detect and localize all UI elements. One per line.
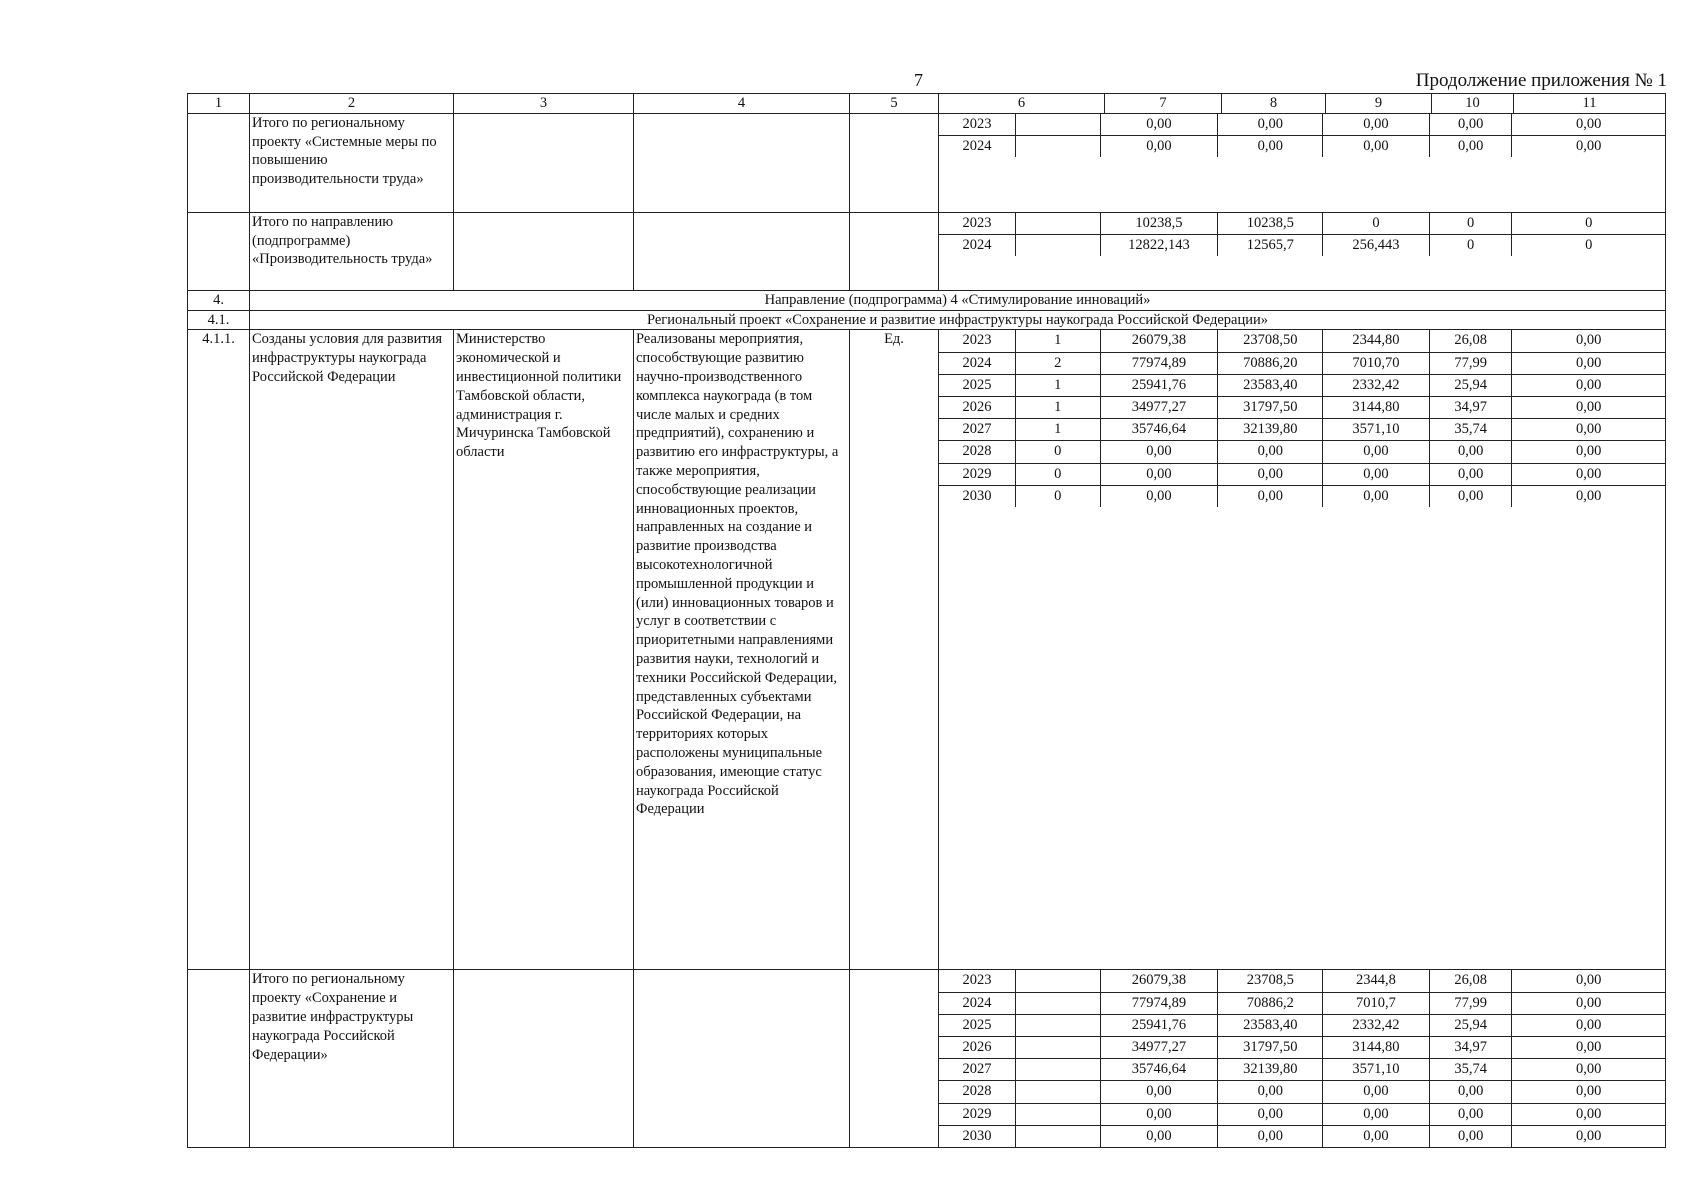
value-cell-col6 xyxy=(1016,1081,1101,1103)
section-row xyxy=(188,290,1666,310)
item-unit: Ед. xyxy=(850,330,939,970)
value-cell-col7: 0,00 xyxy=(1100,114,1218,136)
value-cell-col8: 0,00 xyxy=(1218,463,1323,485)
value-cell-col9: 3571,10 xyxy=(1323,419,1430,441)
value-cell-col7: 0,00 xyxy=(1100,441,1218,463)
year-cell: 2030 xyxy=(939,485,1016,507)
value-cell-col11: 0,00 xyxy=(1512,992,1665,1014)
year-row xyxy=(939,352,1665,374)
value-cell-col7: 26079,38 xyxy=(1100,330,1218,352)
value-cell-col9: 3144,80 xyxy=(1323,1036,1430,1058)
col-header: 9 xyxy=(1326,94,1432,114)
value-cell-col10: 77,99 xyxy=(1429,992,1512,1014)
year-cell: 2028 xyxy=(939,1081,1016,1103)
row-label: Итого по региональному проекту «Сохранение и развитие инфраструктуры наукограда Российской Федерации» xyxy=(250,970,454,1148)
value-cell-col7: 34977,27 xyxy=(1100,1036,1218,1058)
value-cell-col11: 0,00 xyxy=(1512,1081,1665,1103)
value-cell-col6: 1 xyxy=(1016,374,1101,396)
value-cell-col11: 0 xyxy=(1512,213,1665,235)
year-cell: 2027 xyxy=(939,1059,1016,1081)
value-cell-col10: 0,00 xyxy=(1429,1125,1512,1147)
value-cell-col11: 0,00 xyxy=(1576,138,1602,155)
subsection-row xyxy=(188,310,1666,330)
value-cell-col9: 0,00 xyxy=(1323,485,1430,507)
value-cell-col6 xyxy=(1016,992,1101,1014)
value-cell-col10: 0,00 xyxy=(1429,135,1512,157)
value-cell-col8: 0,00 xyxy=(1218,1103,1323,1125)
value-cell-col7: 35746,64 xyxy=(1100,419,1218,441)
subsection-title: Региональный проект «Сохранение и развитие инфраструктуры наукограда Российской Федерации» xyxy=(250,310,1666,330)
value-cell-col8: 0,00 xyxy=(1218,1081,1323,1103)
value-cell-col8: 32139,80 xyxy=(1218,1059,1323,1081)
value-cell-col9: 7010,70 xyxy=(1323,352,1430,374)
year-cell: 2026 xyxy=(939,1036,1016,1058)
value-cell-col6: 1 xyxy=(1016,419,1101,441)
continuation-title: Продолжение приложения № 1 xyxy=(1415,70,1667,91)
total-row-regional-project-science-city xyxy=(188,970,1666,1148)
year-values-table xyxy=(939,213,1665,256)
value-cell-col10: 0,00 xyxy=(1429,114,1512,136)
value-cell-col11: 0,00 xyxy=(1512,374,1665,396)
year-row xyxy=(939,374,1665,396)
value-cell-col6: 1 xyxy=(1016,330,1101,352)
value-cell-col9: 2332,42 xyxy=(1323,1014,1430,1036)
value-cell-col7: 0,00 xyxy=(1100,463,1218,485)
value-cell-col8: 0,00 xyxy=(1218,135,1323,157)
value-cell-col11: 0 xyxy=(1585,237,1593,254)
year-cell: 2030 xyxy=(939,1125,1016,1147)
page-number: 7 xyxy=(914,70,923,90)
value-cell-col8: 0,00 xyxy=(1218,1125,1323,1147)
value-cell-col10: 0 xyxy=(1429,234,1512,256)
value-cell-col8: 0,00 xyxy=(1218,441,1323,463)
value-cell-col10: 26,08 xyxy=(1429,330,1512,352)
value-cell-col6: 2 xyxy=(1016,352,1101,374)
value-cell-col6 xyxy=(1016,1014,1101,1036)
value-cell-col8: 23583,40 xyxy=(1218,374,1323,396)
col-header: 3 xyxy=(454,94,634,114)
value-cell-col11: 0,00 xyxy=(1512,396,1665,418)
value-cell-col8: 31797,50 xyxy=(1218,396,1323,418)
section-title: Направление (подпрограмма) 4 «Стимулирование инноваций» xyxy=(250,290,1666,310)
year-cell: 2029 xyxy=(939,1103,1016,1125)
column-header-row xyxy=(188,94,1666,114)
year-cell: 2024 xyxy=(939,992,1016,1014)
year-cell: 2023 xyxy=(939,213,1016,235)
value-cell-col6: 0 xyxy=(1016,485,1101,507)
row-label: Итого по направлению (подпрограмме) «Производительность труда» xyxy=(250,212,454,290)
value-cell-col8: 0,00 xyxy=(1218,485,1323,507)
value-cell-col6: 0 xyxy=(1016,463,1101,485)
row-label: Итого по региональному проекту «Системные меры по повышению производительности труда» xyxy=(250,113,454,212)
year-cell: 2029 xyxy=(939,463,1016,485)
value-cell-col6: 0 xyxy=(1016,441,1101,463)
value-cell-col10: 0,00 xyxy=(1429,485,1512,507)
value-cell-col8: 0,00 xyxy=(1218,114,1323,136)
year-cell: 2023 xyxy=(939,970,1016,992)
value-cell-col9: 0 xyxy=(1323,213,1430,235)
col-header: 5 xyxy=(850,94,939,114)
year-cell: 2025 xyxy=(939,1014,1016,1036)
value-cell-col9: 0,00 xyxy=(1323,1103,1430,1125)
value-cell-col10: 0,00 xyxy=(1429,1081,1512,1103)
value-cell-col9: 2344,80 xyxy=(1323,330,1430,352)
year-row xyxy=(939,135,1665,157)
value-cell-col6 xyxy=(1016,1059,1101,1081)
value-cell-col7: 34977,27 xyxy=(1100,396,1218,418)
year-cell: 2028 xyxy=(939,441,1016,463)
year-values-table xyxy=(939,330,1665,507)
value-cell-col7: 12822,143 xyxy=(1100,234,1218,256)
item-row xyxy=(188,330,1666,970)
year-row xyxy=(939,1059,1665,1081)
value-cell-col11: 0,00 xyxy=(1512,441,1665,463)
item-name: Созданы условия для развития инфраструктуры наукограда Российской Федерации xyxy=(250,330,454,970)
value-cell-col9: 2344,8 xyxy=(1323,970,1430,992)
value-cell-col6 xyxy=(1016,135,1101,157)
year-row xyxy=(939,1036,1665,1058)
total-row-direction-labor xyxy=(188,212,1666,290)
value-cell-col9: 0,00 xyxy=(1323,463,1430,485)
col-header: 2 xyxy=(250,94,454,114)
value-cell-col11: 0,00 xyxy=(1576,1127,1602,1144)
value-cell-col9: 0,00 xyxy=(1323,1081,1430,1103)
year-cell: 2025 xyxy=(939,374,1016,396)
col-header: 6 xyxy=(939,94,1105,114)
value-cell-col9: 2332,42 xyxy=(1323,374,1430,396)
value-cell-col11: 0,00 xyxy=(1512,463,1665,485)
value-cell-col7: 77974,89 xyxy=(1100,992,1218,1014)
value-cell-col11: 0,00 xyxy=(1512,1014,1665,1036)
col-header: 7 xyxy=(1105,94,1222,114)
year-cell: 2024 xyxy=(939,352,1016,374)
item-number: 4.1.1. xyxy=(188,330,250,970)
value-cell-col6 xyxy=(1016,213,1101,235)
value-cell-col10: 0 xyxy=(1429,213,1512,235)
value-cell-col10: 25,94 xyxy=(1429,374,1512,396)
col-header: 4 xyxy=(634,94,850,114)
year-row xyxy=(939,1081,1665,1103)
value-cell-col7: 77974,89 xyxy=(1100,352,1218,374)
value-cell-col11: 0,00 xyxy=(1512,1103,1665,1125)
col-header: 1 xyxy=(188,94,250,114)
value-cell-col6: 1 xyxy=(1016,396,1101,418)
value-cell-col11: 0,00 xyxy=(1512,330,1665,352)
value-cell-col8: 31797,50 xyxy=(1218,1036,1323,1058)
year-row xyxy=(939,992,1665,1014)
year-cell: 2026 xyxy=(939,396,1016,418)
subsection-number: 4.1. xyxy=(188,310,250,330)
value-cell-col11: 0,00 xyxy=(1512,1036,1665,1058)
value-cell-col10: 0,00 xyxy=(1429,463,1512,485)
col-header: 10 xyxy=(1432,94,1514,114)
value-cell-col10: 26,08 xyxy=(1429,970,1512,992)
value-cell-col6 xyxy=(1016,234,1101,256)
value-cell-col7: 25941,76 xyxy=(1100,374,1218,396)
value-cell-col9: 0,00 xyxy=(1323,114,1430,136)
value-cell-col7: 0,00 xyxy=(1100,1081,1218,1103)
budget-table xyxy=(187,93,1666,1148)
value-cell-col9: 3571,10 xyxy=(1323,1059,1430,1081)
year-values-table xyxy=(939,114,1665,157)
value-cell-col9: 0,00 xyxy=(1323,135,1430,157)
value-cell-col10: 77,99 xyxy=(1429,352,1512,374)
year-row xyxy=(939,485,1665,507)
value-cell-col10: 25,94 xyxy=(1429,1014,1512,1036)
year-row xyxy=(939,234,1665,256)
value-cell-col7: 0,00 xyxy=(1100,1103,1218,1125)
year-cell: 2023 xyxy=(939,330,1016,352)
value-cell-col8: 32139,80 xyxy=(1218,419,1323,441)
year-cell: 2024 xyxy=(939,234,1016,256)
year-row xyxy=(939,396,1665,418)
year-row xyxy=(939,419,1665,441)
value-cell-col6 xyxy=(1016,1125,1101,1147)
year-row xyxy=(939,463,1665,485)
value-cell-col8: 23708,5 xyxy=(1218,970,1323,992)
value-cell-col10: 35,74 xyxy=(1429,419,1512,441)
year-cell: 2023 xyxy=(939,114,1016,136)
years-block xyxy=(939,330,1666,970)
value-cell-col8: 23583,40 xyxy=(1218,1014,1323,1036)
value-cell-col6 xyxy=(1016,114,1101,136)
value-cell-col6 xyxy=(1016,1103,1101,1125)
value-cell-col9: 0,00 xyxy=(1323,441,1430,463)
year-row xyxy=(939,213,1665,235)
year-row xyxy=(939,1103,1665,1125)
value-cell-col11: 0,00 xyxy=(1512,1059,1665,1081)
year-row xyxy=(939,330,1665,352)
value-cell-col10: 0,00 xyxy=(1429,441,1512,463)
value-cell-col7: 0,00 xyxy=(1100,135,1218,157)
value-cell-col7: 10238,5 xyxy=(1100,213,1218,235)
value-cell-col10: 34,97 xyxy=(1429,396,1512,418)
value-cell-col7: 0,00 xyxy=(1100,485,1218,507)
total-row-regional-project-labor xyxy=(188,113,1666,212)
value-cell-col9: 256,443 xyxy=(1323,234,1430,256)
col-header: 8 xyxy=(1222,94,1326,114)
section-number: 4. xyxy=(188,290,250,310)
value-cell-col7: 0,00 xyxy=(1100,1125,1218,1147)
years-block xyxy=(939,113,1666,212)
value-cell-col9: 0,00 xyxy=(1323,1125,1430,1147)
value-cell-col8: 70886,20 xyxy=(1218,352,1323,374)
years-block xyxy=(939,212,1666,290)
year-row xyxy=(939,1014,1665,1036)
value-cell-col10: 34,97 xyxy=(1429,1036,1512,1058)
value-cell-col10: 0,00 xyxy=(1429,1103,1512,1125)
value-cell-col8: 10238,5 xyxy=(1218,213,1323,235)
value-cell-col11: 0,00 xyxy=(1512,970,1665,992)
value-cell-col11: 0,00 xyxy=(1512,419,1665,441)
year-cell: 2027 xyxy=(939,419,1016,441)
year-row xyxy=(939,441,1665,463)
value-cell-col8: 12565,7 xyxy=(1218,234,1323,256)
value-cell-col7: 35746,64 xyxy=(1100,1059,1218,1081)
item-executor: Министерство экономической и инвестиционной политики Тамбовской области, администрация г. Мичуринска Тамбовской области xyxy=(454,330,634,970)
year-row xyxy=(939,114,1665,136)
value-cell-col10: 35,74 xyxy=(1429,1059,1512,1081)
value-cell-col11: 0,00 xyxy=(1576,487,1602,504)
value-cell-col6 xyxy=(1016,970,1101,992)
value-cell-col6 xyxy=(1016,1036,1101,1058)
value-cell-col11: 0,00 xyxy=(1512,352,1665,374)
year-row xyxy=(939,970,1665,992)
value-cell-col8: 23708,50 xyxy=(1218,330,1323,352)
value-cell-col9: 7010,7 xyxy=(1323,992,1430,1014)
years-block xyxy=(939,970,1666,1148)
col-header: 11 xyxy=(1514,94,1666,114)
item-result: Реализованы мероприятия, способствующие развитию научно-производственного комплекса наукограда (в том числе малых и средних предприятий), сохранению и развитию его инфраструктуры, а также мероприятия, способствующие реализации инновационных проектов, направленных на создание и развитие производства высокотехнологичной промышленной продукции и (или) инновационных товаров и услуг в соответствии с приоритетными направлениями развития науки, технологий и техники Российской Федерации, представленных субъектами Российской Федерации, на территориях которых расположены муниципальные образования, имеющие статус наукограда Российской Федерации xyxy=(634,330,850,970)
value-cell-col7: 25941,76 xyxy=(1100,1014,1218,1036)
value-cell-col7: 26079,38 xyxy=(1100,970,1218,992)
year-values-table xyxy=(939,970,1665,1147)
value-cell-col11: 0,00 xyxy=(1512,114,1665,136)
value-cell-col8: 70886,2 xyxy=(1218,992,1323,1014)
value-cell-col9: 3144,80 xyxy=(1323,396,1430,418)
year-cell: 2024 xyxy=(939,135,1016,157)
year-row xyxy=(939,1125,1665,1147)
